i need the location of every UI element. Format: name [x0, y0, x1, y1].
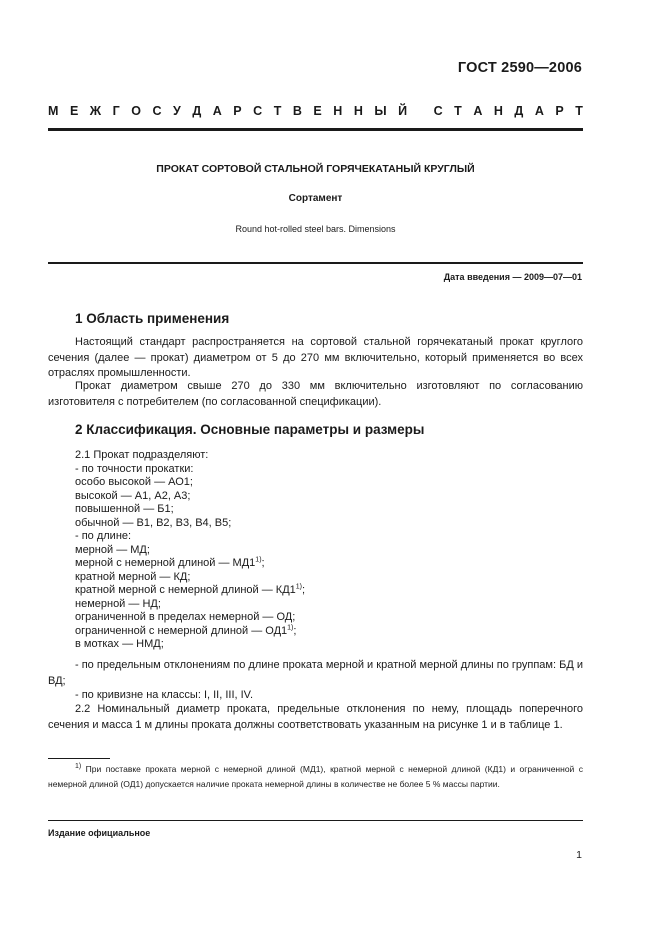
- official-edition-label: Издание официальное: [48, 828, 151, 838]
- category-letter: С: [152, 104, 162, 118]
- category-letter: Е: [69, 104, 79, 118]
- title-rule: [48, 262, 583, 264]
- document-title: ПРОКАТ СОРТОВОЙ СТАЛЬНОЙ ГОРЯЧЕКАТАНЫЙ КРУГЛЫЙ: [156, 163, 475, 175]
- category-letter: Е: [313, 104, 322, 118]
- classification-item-text: 2.1 Прокат подразделяют:: [75, 449, 209, 461]
- classification-list: [75, 449, 305, 652]
- category-letter: Т: [273, 104, 282, 118]
- category-letter: [419, 104, 422, 118]
- classification-item-text: высокой — А1, А2, А3;: [75, 489, 191, 502]
- category-letter: В: [292, 104, 302, 118]
- introduction-date: Дата введения — 2009—07—01: [443, 272, 582, 282]
- classification-item: [75, 530, 305, 544]
- classification-item-text: немерной — НД;: [75, 597, 161, 610]
- clause-2-2-paragraph: 2.2 Номинальный диаметр проката, предельные отклонения по нему, площадь поперечного сечения и масса 1 м длины проката должны соответствовать указанным на рисунке 1 и в таблице 1.: [48, 703, 583, 731]
- page-number: 1: [576, 849, 582, 861]
- classification-item-text: мерной с немерной длиной — МД1: [75, 557, 256, 569]
- footnote: [48, 762, 583, 792]
- category-letter: Р: [233, 104, 242, 118]
- classification-item-text: в мотках — НМД;: [75, 638, 164, 650]
- footnote-mark: 1): [75, 763, 82, 771]
- category-letter: А: [473, 104, 483, 118]
- classification-item: [75, 476, 305, 490]
- classification-item: [75, 625, 305, 639]
- footnote-reference: 1): [295, 583, 303, 591]
- classification-item: [75, 449, 305, 463]
- classification-item-text: кратной мерной с немерной длиной — КД1: [75, 584, 296, 596]
- classification-item-text: повышенной — Б1;: [75, 503, 174, 515]
- category-letter: Ж: [89, 104, 102, 118]
- classification-item-text: мерной — МД;: [75, 543, 150, 556]
- classification-item-text: - по длине:: [75, 530, 132, 542]
- category-letter: Й: [398, 104, 408, 118]
- footer-rule: [48, 820, 583, 821]
- category-letter: Р: [555, 104, 564, 118]
- classification-item: [75, 611, 305, 625]
- category-letter: А: [212, 104, 222, 118]
- classification-item: [75, 463, 305, 477]
- classification-item-text: ограниченной с немерной длиной — ОД1: [75, 624, 288, 637]
- category-letter: Д: [514, 104, 524, 118]
- classification-item: [75, 557, 305, 571]
- section-1-heading: 1 Область применения: [75, 311, 230, 326]
- category-letter: С: [253, 104, 263, 118]
- category-letter: С: [433, 104, 443, 118]
- category-letter: М: [48, 104, 59, 118]
- classification-item: [75, 584, 305, 598]
- classification-item: [75, 571, 305, 585]
- category-letter: У: [173, 104, 181, 118]
- classification-item: [75, 544, 305, 558]
- section-1-paragraph-1: Настоящий стандарт распространяется на сортовой стальной горячекатаный прокат круглого сечения (далее — прокат) диаметром от 5 до 270 мм включительно, который применяется во всех отраслях промышленности.: [48, 336, 583, 379]
- english-title: Round hot-rolled steel bars. Dimensions: [235, 224, 396, 234]
- classification-item-tail: ;: [302, 584, 306, 596]
- standard-category: [48, 104, 583, 118]
- category-letter: А: [534, 104, 544, 118]
- category-letter: Г: [112, 104, 120, 118]
- classification-item-text: - по точности прокатки:: [75, 462, 194, 475]
- category-letter: Т: [575, 104, 583, 118]
- classification-item: [75, 490, 305, 504]
- section-1-paragraph-2: Прокат диаметром свыше 270 до 330 мм включительно изготовляют по согласованию изготовителя с потребителем (по согласованной спецификации).: [48, 380, 583, 408]
- classification-item-text: кратной мерной — КД;: [75, 570, 191, 583]
- curvature-paragraph: - по кривизне на классы: I, II, III, IV.: [75, 689, 254, 701]
- classification-item-text: обычной — В1, В2, В3, В4, В5;: [75, 516, 232, 529]
- category-letter: Н: [333, 104, 343, 118]
- category-letter: Т: [454, 104, 462, 118]
- classification-item: [75, 503, 305, 517]
- category-letter: О: [131, 104, 141, 118]
- standard-code: ГОСТ 2590—2006: [457, 60, 582, 76]
- classification-item-tail: ;: [293, 624, 297, 637]
- document-subtitle: Сортамент: [288, 193, 343, 204]
- header-rule: [48, 128, 583, 131]
- classification-item: [75, 598, 305, 612]
- classification-item-text: ограниченной в пределах немерной — ОД;: [75, 611, 296, 623]
- footnote-reference: 1): [287, 623, 294, 631]
- classification-item: [75, 638, 305, 652]
- length-deviation-paragraph: - по предельным отклонениям по длине проката мерной и кратной мерной длины по группам: БД и ВД;: [48, 659, 583, 687]
- footnote-text: При поставке проката мерной с немерной длиной (МД1), кратной мерной с немерной длиной (КД1) и ограниченной с немерной длиной (ОД1) допускается наличие проката немерной длины в количестве не более 5 % массы партии.: [48, 764, 583, 789]
- category-letter: Н: [493, 104, 503, 118]
- category-letter: Ы: [374, 104, 387, 118]
- section-2-heading: 2 Классификация. Основные параметры и размеры: [75, 422, 425, 437]
- category-letter: Д: [192, 104, 202, 118]
- classification-item-tail: ;: [261, 557, 265, 569]
- classification-item: [75, 517, 305, 531]
- category-letter: Н: [353, 104, 363, 118]
- footnote-reference: 1): [255, 556, 262, 564]
- classification-item-text: особо высокой — АО1;: [75, 476, 193, 488]
- footnote-rule: [48, 758, 110, 759]
